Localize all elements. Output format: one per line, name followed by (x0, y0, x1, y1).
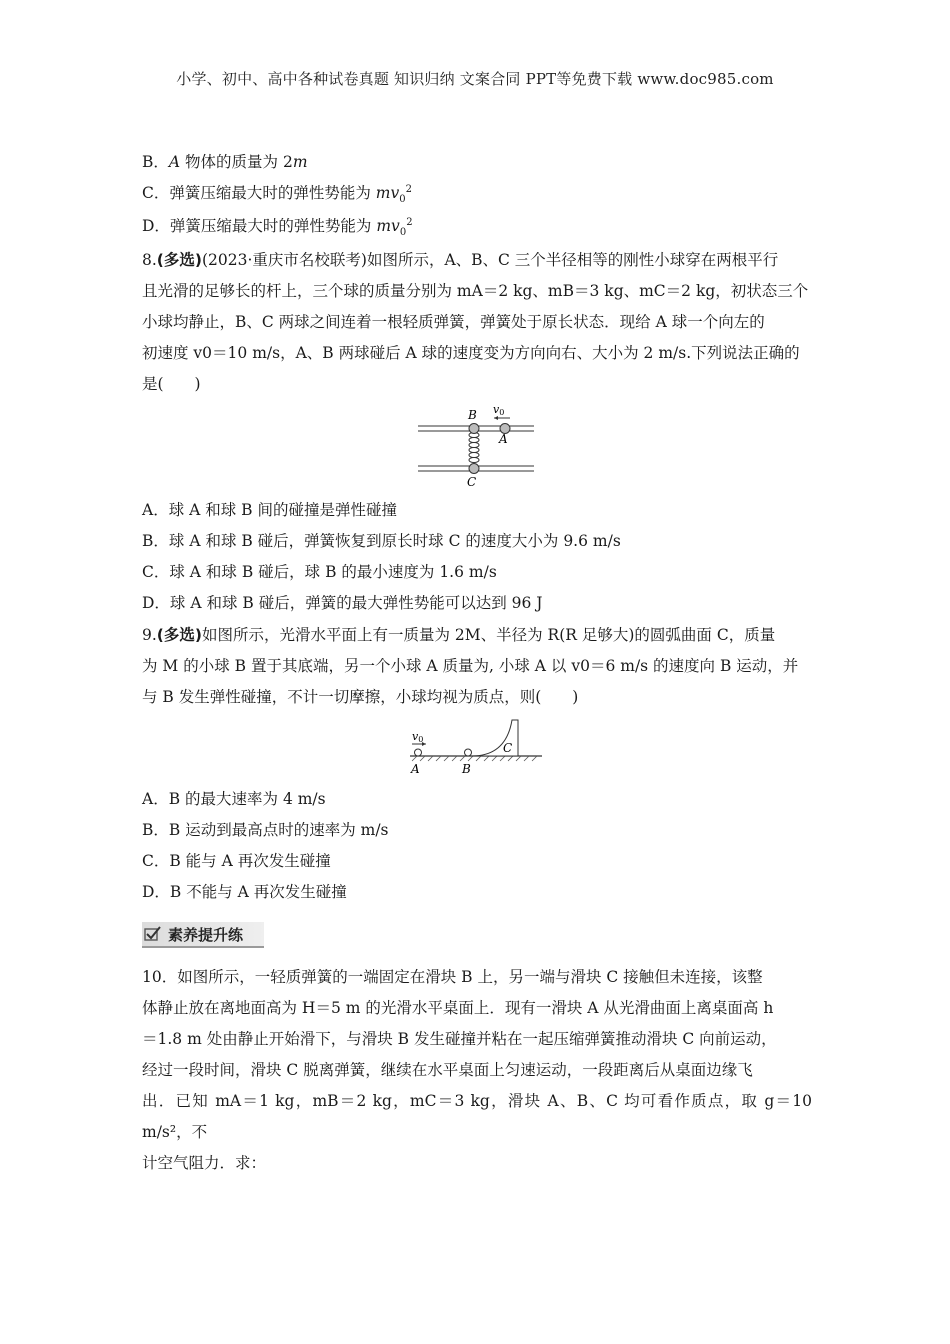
q8-option-b: B．球 A 和球 B 碰后，弹簧恢复到原长时球 C 的速度大小为 9.6 m/s (142, 532, 621, 550)
question-10-stem (142, 962, 812, 1179)
option-b-prev: B．A 物体的质量为 2m (142, 153, 308, 171)
q10-line-5: 出．已知 mA＝1 kg，mB＝2 kg，mC＝3 kg，滑块 A、B、C 均可看作质点，取 g＝10 m/s²，不 (142, 1092, 812, 1141)
q8-figure (410, 402, 540, 492)
section-title: 素养提升练 (168, 925, 244, 944)
ball-b (469, 424, 479, 434)
label-c: C (467, 475, 477, 489)
q10-line-1: 10．如图所示，一轻质弹簧的一端固定在滑块 B 上，另一端与滑块 C 接触但未连接，该整 (142, 968, 763, 986)
q8-line-4: 初速度 v0＝10 m/s，A、B 两球碰后 A 球的速度变为方向向右、大小为 2 m/s.下列说法正确的 (142, 344, 800, 362)
q8-option-d: D．球 A 和球 B 碰后，弹簧的最大弹性势能可以达到 96 J (142, 594, 543, 612)
label-c: C (503, 741, 513, 755)
label-b: B (468, 408, 477, 422)
question-8-stem (142, 245, 812, 400)
q8-line-3: 小球均静止，B、C 两球之间连着一根轻质弹簧，弹簧处于原长状态．现给 A 球一个向左的 (142, 313, 765, 331)
q9-figure (406, 716, 546, 776)
option-d-prev: D．弹簧压缩最大时的弹性势能为 $mv_0^2$ (142, 216, 413, 239)
label-v0: v0 (493, 403, 505, 417)
q9-option-b: B．B 运动到最高点时的速率为 m/s (142, 821, 389, 839)
page-header: 小学、初中、高中各种试卷真题 知识归纳 文案合同 PPT等免费下载 www.doc985.com (176, 70, 774, 88)
ball-b (465, 749, 472, 756)
ball-c (469, 464, 479, 474)
ball-a (415, 749, 422, 756)
label-v0: v0 (412, 730, 424, 744)
q9-line-3: 与 B 发生弹性碰撞，不计一切摩擦，小球均视为质点，则( ) (142, 688, 579, 706)
label-a: A (411, 762, 420, 776)
q10-line-6: 计空气阻力．求： (142, 1154, 267, 1172)
q8-line-1: 8.(多选)(2023·重庆市名校联考)如图所示，A、B、C 三个半径相等的刚性小球穿在两根平行 (142, 251, 779, 269)
q9-option-c: C．B 能与 A 再次发生碰撞 (142, 852, 331, 870)
q10-line-2: 体静止放在离地面高为 H＝5 m 的光滑水平桌面上．现有一滑块 A 从光滑曲面上离桌面高 h (142, 999, 774, 1017)
option-c-prev: C．弹簧压缩最大时的弹性势能为 $mv_0^2$ (142, 183, 413, 206)
q8-line-5: 是( ) (142, 375, 201, 393)
label-b: B (462, 762, 471, 776)
q10-line-3: ＝1.8 m 处由静止开始滑下，与滑块 B 发生碰撞并粘在一起压缩弹簧推动滑块 C 向前运动， (142, 1030, 777, 1048)
spring-coil (469, 433, 479, 463)
label-a: A (499, 432, 508, 446)
q8-line-2: 且光滑的足够长的杆上，三个球的质量分别为 mA＝2 kg、mB＝3 kg、mC＝2 kg，初状态三个 (142, 282, 809, 300)
q9-line-1: 9.(多选)如图所示，光滑水平面上有一质量为 2M、半径为 R(R 足够大)的圆弧曲面 C，质量 (142, 626, 776, 644)
q9-option-a: A．B 的最大速率为 4 m/s (142, 790, 326, 808)
q9-line-2: 为 M 的小球 B 置于其底端，另一个小球 A 质量为, 小球 A 以 v0＝6 m/s 的速度向 B 运动，并 (142, 657, 799, 675)
question-9-stem (142, 620, 812, 713)
q9-option-d: D．B 不能与 A 再次发生碰撞 (142, 883, 347, 901)
q8-option-c: C．球 A 和球 B 碰后，球 B 的最小速度为 1.6 m/s (142, 563, 497, 581)
q8-option-a: A．球 A 和球 B 间的碰撞是弹性碰撞 (142, 501, 397, 519)
checkmark-icon (144, 926, 162, 942)
section-banner (142, 922, 264, 948)
q10-line-4: 经过一段时间，滑块 C 脱离弹簧，继续在水平桌面上匀速运动，一段距离后从桌面边缘飞 (142, 1061, 753, 1079)
